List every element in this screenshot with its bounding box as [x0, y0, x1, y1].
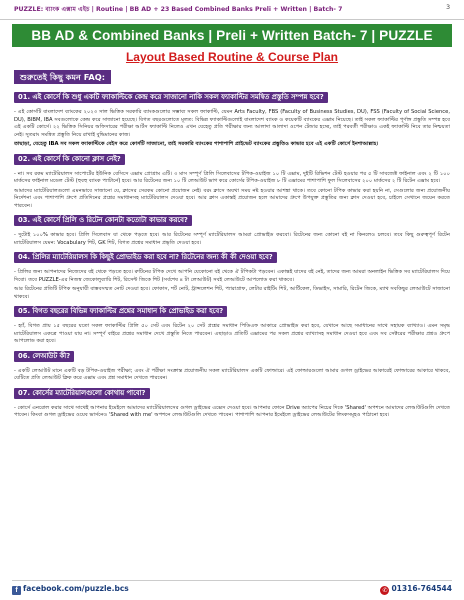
faq-answer: - এই কোর্সটি বাংলাদেশ ব্যাংকের ২০২৩ সাল ভিত্তিক সরকারি ব্যাংকগুলোর সম্ভাব্য সকল ফ্যাকাল্টি, যেমন Arts Faculty, FBS (Faculty of Business Studies, DU), FSS (Faculty of Social Science, DU), BIBM, IBA সবগুলোকে কেন্দ্র করে সাজানো হয়েছে। বিগত বছরগুলোতে মূলত: বিভিন্ন ফ্যাকাল্টিগুলোই বাংলাদেশ ব্যাংক ও কয়েকটি ব্যাংকের এক্সাম নিয়েছে। তাই সকল ফ্যাকাল্টির পূর্ণাঙ্গ প্রস্তুতি সম্পন্ন হবে এই একটি কোর্সে। ২২ ভিত্তিক সিনিয়র অফিসারের পরীক্ষা আর্টস ফ্যাকাল্টি নিলেও এখন যেহেতু প্রতি পরীক্ষার জন্য আলাদা আলাদা ওপেন টেন্ডার হচ্ছে, তাই পরবর্তী পরীক্ষাও একই ফ্যাকাল্টি নিবে তার নিশ্চয়তা নেই। সুতরাং সমন্বিত প্রস্তুতি নিয়ে রাখাই বুদ্ধিমানের কাজ।	[14, 109, 450, 138]
page-number: 3	[446, 4, 450, 11]
faq-answer: - একটি লেআউট মানে একটি বড় টপিক-ওয়াইজ পরীক্ষা; এবং ঐ পরীক্ষা সংক্রান্ত প্রয়োজনীয় সকল ম্যাটেরিয়ালস একটি ফোল্ডারে। এই ফোল্ডারগুলো আমার গুগল ড্রাইভের আকারেই ফোল্ডারের আকারে থাকবে, যেটিতে প্রতি লেআউট ক্লিক করে এক্সাম এবং প্রশ্ন সমাধান দেখতে পারবেন।	[14, 367, 450, 381]
document-title: BB AD & Combined Banks | Preli + Written Batch- 7 | PUZZLE	[12, 24, 452, 47]
faq-answer: - কোর্সে এনরোল করার সাথে সাথেই আপনার ইমেইলে আমাদের ম্যাটেরিয়ালসের গুগল ড্রাইভের এক্সেস দেওয়া হবে। আপনার ফোনে Drive অ্যাপের নিচের দিকে 'Shared' অপশনে আমাদের লেআউটগুলি দেখতে পাবেন। কিংবা গুগল ড্রাইভের ওয়েব ভার্সনেও 'Shared with me' অপশনে লেআউটগুলি দেখতে পাবেন। পাশাপাশি আপনার ইমেইলে ড্রাইভের লেআউটের লিংকসমূহও পাঠানো হবে।	[14, 404, 450, 418]
faq-answer: আমাদের ম্যাটেরিয়ালগুলো এমনভাবে সাজানো যে, ক্লাসের সেরকম কোনো প্রয়োজন নেই। বরং ক্লাসে অযথা সময় নষ্ট হওয়ার আশঙ্কা থাকে। তবে কোনো টপিক কাভার করা হয়নি না, সেগুলোর জন্য প্রয়োজনীয় নির্দেশনা এবং পাশাপাশি গ্রুপে প্রতিদিনের প্রশ্নের সমাধানসহ ম্যাটেরিয়ালস দেওয়া হবে। আর ক্লাস একান্তই প্রয়োজন হলে আমাদের গ্রুপে উপযুক্ত প্রস্তুতির জন্য ক্লাস দেওয়া হবে, চাইলে সেখানে জয়েন করতে পারবেন।	[14, 187, 450, 209]
facebook-link[interactable]: facebook.com/puzzle.bcs	[23, 584, 129, 593]
faq-list	[14, 88, 450, 578]
facebook-icon: f	[12, 586, 21, 595]
faq-question: 03. এই কোর্সে প্রিলি ও রিটেন কোনটা কতোটা কাভার করবে?	[14, 215, 192, 226]
faq-answer: আর রিটেনের প্রতিটি টপিক অনুযায়ী বাস্তবসম্মত নোট দেওয়া হবে। ফোকাস, শর্ট নোট, ট্রান্সলেশন শিট, প্যারাগ্রাফ, লেটার রাইটিং শিট, আর্টিকেল, ডিভাইস, সামারি, রিটেন জিকে, ম্যাথ সবকিছুর লেআউটে সাজানো থাকবে।	[14, 286, 450, 300]
faq-question: 02. এই কোর্সে কি কোনো ক্লাস নেই?	[14, 154, 125, 165]
faq-answer: - হ্যাঁ, বিগত প্রায় ১৫ বছরের যতো সকল ফ্যাকাল্টির প্রিলি ৫০ সেট এবং রিটেন ২০ সেট প্রশ্নের সমাধান পিডিএফ আকারে প্রোভাইড করা হবে, যেখানে আছে সমাধানের সাথে সহায়ক ব্যাখ্যাও। এমন সমৃদ্ধ ম্যাটেরিয়ালস একত্রে পাওয়া যায় না। সম্পূর্ণ বাইরে প্রশ্নের সমাধান দেখে প্রস্তুতি নিতে পারবেন। এছাড়াও প্রতিটি এক্সামের পর সকল প্রশ্নের ব্যাখ্যাসহ সমাধান দেওয়া হবে এবং সব সেক্টরের পরীক্ষার প্রশ্নও গ্রুপে আপলোড করা হবে।	[14, 323, 450, 344]
faq-answer-highlight: তাছাড়া, যেহেতু IBA সব সকল ফ্যাকাল্টিকে বেইস করে কোর্সটি সাজানো, তাই সরকারি ব্যাংকের পাশাপাশি প্রাইভেট ব্যাংকের প্রস্তুতিও কাভার হবে এই একটি কোর্সে ইনশাআল্লাহ।	[14, 141, 379, 147]
faq-question: 05. বিগত বছরের বিভিন্ন ফ্যাকাল্টির প্রশ্নের সমাধান কি প্রোভাইড করা হবে?	[14, 306, 227, 317]
footer-facebook[interactable]	[12, 584, 129, 595]
footer-phone	[380, 584, 452, 595]
running-header	[0, 0, 464, 20]
faq-answer: - প্রিলির জন্য আপনাদের নিজেদের বই থেকে পড়তে হবে। রুটিনের টপিক দেখে আপনি যেকোনো বই থেকে ঐ টপিকটা পড়বেন। একান্তই যাদের বই নেই, তাদের জন্য আমরা অনলাইন ভিত্তিক সব ম্যাটেরিয়ালস দিয়ে দিবো। তবে PUZZLE-এর নিজস্ব জেকোলুব্যারি শিট, রিসেন্ট জিকে শিট (সর্বশেষ ৪ টা লেআউট) সবই লেআউটে আপলোড করা থাকবে।	[14, 269, 450, 283]
document-subtitle: Layout Based Routine & Course Plan	[125, 50, 339, 64]
faq-question: 04. প্রিলির ম্যাটেরিয়ালস কি কিছুই প্রোভাইড করা হবে না? রিটেনের জন্য কী কী দেওয়া হবে?	[14, 252, 277, 263]
faq-heading: শুরুতেই কিছু কমন FAQ:	[14, 70, 111, 84]
faq-question: 07. কোর্সের ম্যাটেরিয়ালগুলো কোথায় পাবো?	[14, 388, 150, 399]
footer	[12, 580, 452, 596]
faq-answer: - না। সব রকম ম্যাটেরিয়ালস সাপোর্টের ইউনিক বেসিসে এক্সাম প্রোগ্রাম এটি। ৩ মাস সম্পূর্ণ প্রিলি সিলেবাসের টপিক-ওয়াইজ ১০ টি এক্সাম, দুইটি রিভিশন টেস্ট হওয়ার পর ৫ টি সাবজেক্ট ফাইনাল এবং ২ টি ১০০ মার্কসের ফাইনাল মডেল টেস্ট (হুবহু ব্যাংক প্যাটার্নে) হবে। আর রিটেনের জন্য ১০ টি লেআউট ভাগ করে কোর্সের টপিক-ওয়াইজ ৮ টি এক্সামের পাশাপাশি ফুল সিলেবাসের ২০০ মার্কসের ২ টি রিটেন এক্সাম হবে।	[14, 170, 450, 184]
faq-answer: - দুটোই ১০০% কাভার হবে। প্রিলি সিলেবাস যা থেকে পড়তে হবে। আর রিটেনের সম্পূর্ণ ম্যাটেরিয়ালস আমরা প্রোভাইড করবো। রিটেনের জন্য কোনো বই না কিনলেও চলবে। তবে কিছু গুরুত্বপূর্ণ রিটেন ম্যাটেরিয়ালস যেমন: Vocabulary শিট, GK শিট, বিগত প্রশ্নের সমাধান প্রভৃতি দেওয়া হবে।	[14, 232, 450, 246]
faq-question: 01. এই কোর্সে কি শুধু একটি ফ্যাকাল্টিকে কেন্দ্র করে সাজানো নাকি সকল ফ্যাকাল্টির সমন্বিত প্রস্তুতি সম্পন্ন হবে?	[14, 92, 328, 103]
phone-number: 01316-764544	[391, 584, 452, 593]
faq-question: 06. লেআউট কী?	[14, 351, 74, 362]
running-header-text: PUZZLE: ব্যাংক এক্সাম এইচ | Routine | BB AD + 23 Based Combined Banks Preli + Written | Batch- 7	[14, 6, 343, 13]
phone-icon: ✆	[382, 587, 388, 594]
